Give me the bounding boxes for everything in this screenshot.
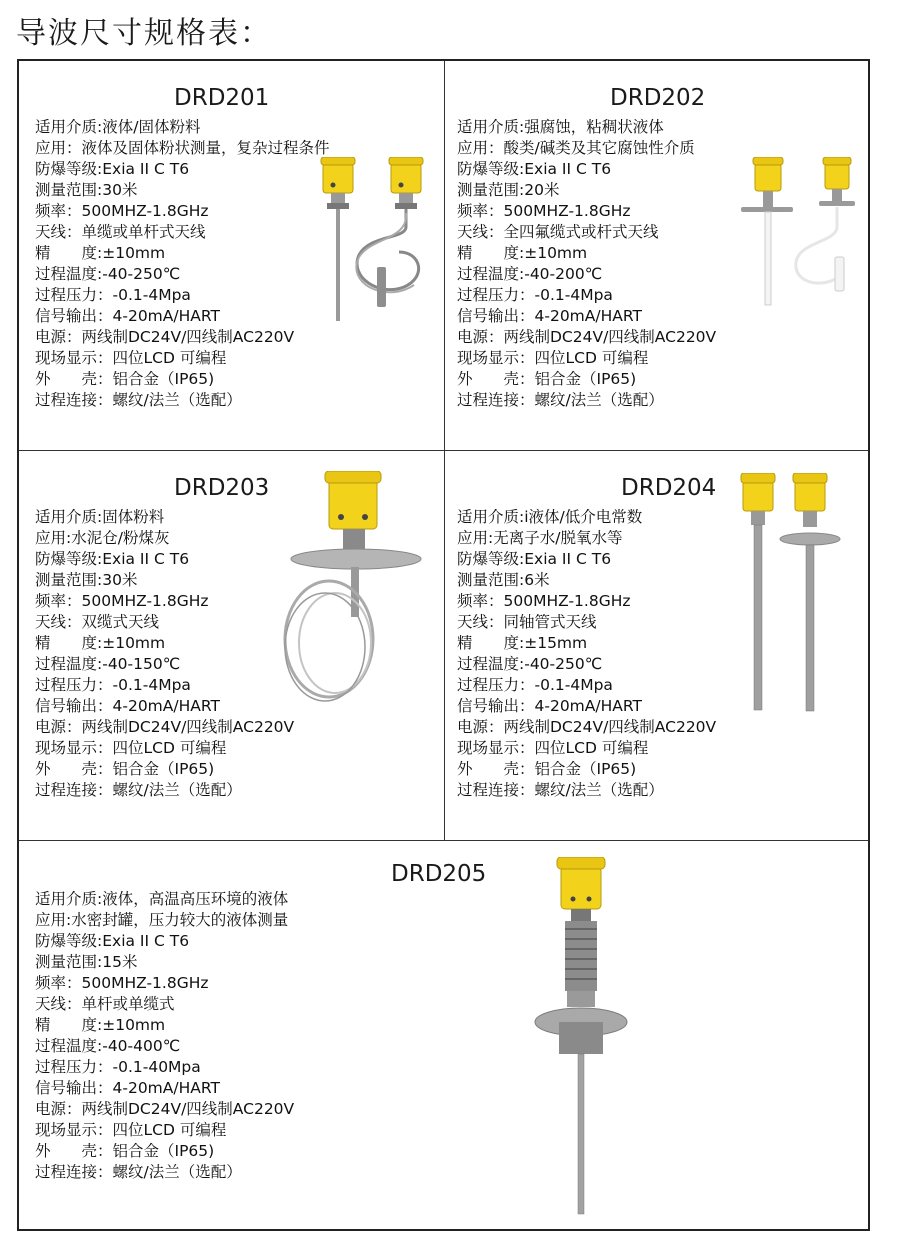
spec-accuracy: 精 度:±10mm (35, 1016, 166, 1034)
spec-list (35, 889, 294, 1183)
spec-range: 测量范围:15米 (35, 953, 138, 971)
spec-power: 电源：两线制DC24V/四线制AC220V (35, 1100, 295, 1118)
spec-frequency: 频率：500MHZ-1.8GHz (35, 974, 209, 992)
spec-medium: 适用介质:液体，高温高压环境的液体 (35, 890, 289, 908)
spec-medium: 适用介质:i液体/低介电常数 (457, 508, 643, 526)
spec-connection: 过程连接：螺纹/法兰（选配） (457, 391, 664, 409)
spec-list (457, 507, 716, 801)
spec-accuracy: 精 度:±15mm (457, 634, 588, 652)
spec-list (457, 117, 716, 411)
spec-display: 现场显示：四位LCD 可编程 (457, 739, 649, 757)
spec-range: 测量范围:20米 (457, 181, 560, 199)
page-title: 导波尺寸规格表： (16, 16, 272, 51)
spec-output: 信号输出：4-20mA/HART (35, 697, 220, 715)
spec-frequency: 频率：500MHZ-1.8GHz (457, 202, 631, 220)
spec-table (17, 59, 870, 1231)
spec-temperature: 过程温度:-40-400℃ (35, 1037, 181, 1055)
spec-housing: 外 壳：铝合金（IP65) (35, 760, 215, 778)
spec-display: 现场显示：四位LCD 可编程 (35, 739, 227, 757)
spec-output: 信号输出：4-20mA/HART (35, 1079, 220, 1097)
spec-explosion-proof: 防爆等级:Exia II C T6 (35, 160, 190, 178)
spec-antenna: 天线：双缆式天线 (35, 613, 160, 631)
spec-explosion-proof: 防爆等级:Exia II C T6 (457, 160, 612, 178)
model-title: DRD203 (174, 475, 270, 501)
spec-application: 应用:水密封罐，压力较大的液体测量 (35, 911, 289, 929)
spec-display: 现场显示：四位LCD 可编程 (35, 349, 227, 367)
spec-frequency: 频率：500MHZ-1.8GHz (457, 592, 631, 610)
spec-explosion-proof: 防爆等级:Exia II C T6 (35, 550, 190, 568)
spec-list (35, 507, 294, 801)
spec-temperature: 过程温度:-40-150℃ (35, 655, 181, 673)
spec-output: 信号输出：4-20mA/HART (457, 307, 642, 325)
spec-medium: 适用介质:固体粉料 (35, 508, 165, 526)
product-photo (309, 157, 439, 327)
product-photo (281, 471, 431, 721)
spec-antenna: 天线：单杆或单缆式 (35, 995, 175, 1013)
spec-connection: 过程连接：螺纹/法兰（选配） (457, 781, 664, 799)
spec-frequency: 频率：500MHZ-1.8GHz (35, 592, 209, 610)
spec-explosion-proof: 防爆等级:Exia II C T6 (35, 932, 190, 950)
spec-application: 应用：液体及固体粉状测量，复杂过程条件 (35, 139, 330, 157)
product-photo (533, 857, 633, 1219)
spec-display: 现场显示：四位LCD 可编程 (457, 349, 649, 367)
spec-output: 信号输出：4-20mA/HART (35, 307, 220, 325)
spec-temperature: 过程温度:-40-250℃ (35, 265, 181, 283)
product-card-drd202 (445, 61, 868, 451)
spec-pressure: 过程压力：-0.1-4Mpa (35, 676, 191, 694)
spec-power: 电源：两线制DC24V/四线制AC220V (457, 718, 717, 736)
product-photo (741, 157, 861, 307)
product-card-drd204 (445, 451, 868, 841)
spec-medium: 适用介质:强腐蚀，粘稠状液体 (457, 118, 664, 136)
spec-accuracy: 精 度:±10mm (35, 634, 166, 652)
product-card-drd203 (19, 451, 445, 841)
product-photo (735, 473, 855, 713)
spec-display: 现场显示：四位LCD 可编程 (35, 1121, 227, 1139)
spec-temperature: 过程温度:-40-200℃ (457, 265, 603, 283)
spec-connection: 过程连接：螺纹/法兰（选配） (35, 781, 242, 799)
spec-explosion-proof: 防爆等级:Exia II C T6 (457, 550, 612, 568)
product-card-drd205 (19, 841, 868, 1229)
spec-pressure: 过程压力：-0.1-4Mpa (457, 676, 613, 694)
spec-power: 电源：两线制DC24V/四线制AC220V (457, 328, 717, 346)
spec-antenna: 天线：全四氟缆式或杆式天线 (457, 223, 659, 241)
spec-list (35, 117, 330, 411)
spec-housing: 外 壳：铝合金（IP65) (35, 1142, 215, 1160)
spec-output: 信号输出：4-20mA/HART (457, 697, 642, 715)
spec-application: 应用:水泥仓/粉煤灰 (35, 529, 170, 547)
model-title: DRD205 (391, 861, 487, 887)
model-title: DRD202 (610, 85, 706, 111)
spec-medium: 适用介质:液体/固体粉料 (35, 118, 201, 136)
spec-application: 应用:无离子水/脱氧水等 (457, 529, 623, 547)
spec-pressure: 过程压力：-0.1-4Mpa (35, 286, 191, 304)
spec-range: 测量范围:30米 (35, 571, 138, 589)
spec-connection: 过程连接：螺纹/法兰（选配） (35, 391, 242, 409)
spec-housing: 外 壳：铝合金（IP65) (457, 760, 637, 778)
spec-antenna: 天线：同轴管式天线 (457, 613, 597, 631)
spec-pressure: 过程压力：-0.1-40Mpa (35, 1058, 201, 1076)
spec-power: 电源：两线制DC24V/四线制AC220V (35, 328, 295, 346)
product-card-drd201 (19, 61, 445, 451)
spec-antenna: 天线：单缆或单杆式天线 (35, 223, 206, 241)
spec-connection: 过程连接：螺纹/法兰（选配） (35, 1163, 242, 1181)
model-title: DRD201 (174, 85, 270, 111)
spec-application: 应用：酸类/碱类及其它腐蚀性介质 (457, 139, 695, 157)
model-title: DRD204 (621, 475, 717, 501)
spec-range: 测量范围:30米 (35, 181, 138, 199)
spec-housing: 外 壳：铝合金（IP65) (457, 370, 637, 388)
spec-accuracy: 精 度:±10mm (457, 244, 588, 262)
spec-power: 电源：两线制DC24V/四线制AC220V (35, 718, 295, 736)
spec-pressure: 过程压力：-0.1-4Mpa (457, 286, 613, 304)
spec-frequency: 频率：500MHZ-1.8GHz (35, 202, 209, 220)
spec-housing: 外 壳：铝合金（IP65) (35, 370, 215, 388)
spec-range: 测量范围:6米 (457, 571, 550, 589)
spec-temperature: 过程温度:-40-250℃ (457, 655, 603, 673)
spec-accuracy: 精 度:±10mm (35, 244, 166, 262)
